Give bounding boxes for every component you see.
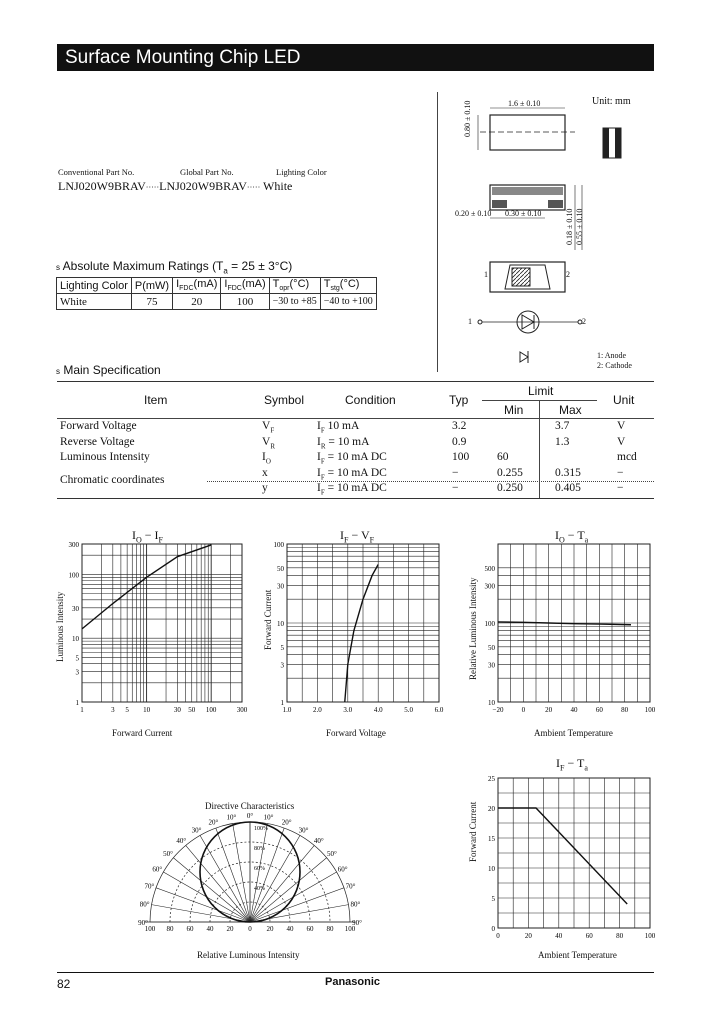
c3-series-line: [498, 622, 631, 625]
ms-max: 0.315: [555, 466, 581, 479]
ms-h-max: Max: [559, 403, 582, 417]
ms-item: Luminous Intensity: [60, 451, 150, 463]
ms-unit: −: [617, 466, 624, 479]
ms-max: 1.3: [555, 435, 570, 448]
ms-condition: $I_F = 10$ mA DC: [317, 451, 387, 466]
part-row: [58, 179, 292, 194]
polar-angle-left: 40°: [176, 837, 187, 846]
c4-title: $I_F - T_a$: [556, 756, 588, 773]
c3-xtick: 0: [521, 706, 526, 714]
ms-unit: −: [617, 482, 624, 494]
ms-min: 0.255: [497, 466, 523, 479]
c3-xtick: −20: [492, 706, 504, 714]
c1-ytick: 3: [75, 668, 79, 677]
c1-ytick: 300: [68, 541, 79, 549]
polar-chart: [130, 810, 370, 945]
ms-h-symbol: Symbol: [264, 393, 305, 407]
polar-xlabel: Relative Luminous Intensity: [197, 950, 300, 960]
chip-top-view: [490, 115, 565, 150]
ms-symbol: $I_O$: [262, 451, 271, 466]
c2-ytick: 10: [277, 620, 284, 628]
c1-ytick: 1: [75, 699, 79, 707]
c2-title: $I_F - V_F$: [340, 528, 375, 545]
c4-series-line: [498, 808, 627, 904]
ms-bullet: s: [56, 367, 60, 376]
lighting-header: Lighting Color: [276, 167, 327, 177]
polar-xtick: 40: [206, 925, 214, 933]
c4-ytick: 25: [488, 775, 495, 783]
c2-ytick: 50: [277, 564, 284, 573]
c2-ytick: 100: [273, 541, 284, 549]
amr-ifdc: 20: [173, 294, 221, 310]
c2-xtick: 6.0: [434, 706, 444, 714]
dim-thick1: 0.18 ± 0.10: [565, 208, 574, 245]
polar-xtick: 100: [344, 925, 356, 933]
ms-typ: 3.2: [452, 420, 467, 432]
polar-angle-left: 80°: [139, 900, 150, 909]
polar-angle-right: 40°: [313, 837, 324, 846]
conventional-header: Conventional Part No.: [58, 167, 135, 177]
c2-xtick: 5.0: [404, 706, 413, 714]
c4-xtick: 0: [496, 932, 500, 940]
amr-data-row: [57, 294, 377, 310]
c4-ytick: 0: [491, 925, 495, 933]
ms-heading: [56, 363, 161, 377]
ms-condition: $I_F = 10$ mA DC: [317, 466, 387, 481]
amr-heading-end: = 25 ± 3°C): [227, 259, 293, 273]
c2-ytick: 30: [277, 582, 284, 591]
unit-label: Unit: mm: [592, 96, 631, 107]
chart-if-ta: [460, 768, 660, 948]
ms-h-condition: Condition: [345, 393, 396, 407]
dim-height: 0.80 ± 0.10: [463, 100, 472, 137]
polar-angle-right: 80°: [350, 900, 361, 909]
amr-tstg: −40 to +100: [320, 294, 376, 310]
part-color: White: [263, 179, 293, 193]
c4-xtick: 40: [555, 932, 563, 940]
ms-symbol: x: [262, 466, 268, 479]
dimension-drawing: [440, 90, 660, 380]
ms-table: [57, 381, 654, 499]
amr-h-topr: $T_{opr}(^\circ C)$: [269, 278, 320, 294]
amr-header-row: [57, 278, 377, 294]
c2-xtick: 2.0: [313, 706, 322, 714]
page-title: Surface Mounting Chip LED: [57, 44, 654, 71]
global-header: Global Part No.: [180, 167, 234, 177]
ms-symbol: y: [262, 482, 268, 494]
ms-typ: −: [452, 466, 459, 479]
cathode-label: 2: Cathode: [597, 361, 632, 370]
c3-xtick: 20: [545, 706, 553, 714]
ms-typ: −: [452, 482, 459, 494]
c1-xtick: 3: [111, 706, 115, 714]
ms-max: 0.405: [555, 482, 581, 494]
ms-symbol: $V_F$: [262, 420, 275, 435]
polar-xtick: 0: [248, 925, 252, 933]
polar-xtick: 60: [306, 925, 314, 933]
c3-xtick: 40: [570, 706, 578, 714]
ms-unit: V: [617, 420, 626, 432]
ms-h-item: Item: [144, 393, 168, 407]
polar-ring-label: 100%: [254, 826, 268, 832]
c4-ytick: 5: [491, 895, 495, 903]
c3-ytick: 10: [488, 699, 495, 707]
ms-condition: $I_R = 10$ mA: [317, 435, 370, 450]
ms-min: 0.250: [497, 482, 523, 494]
c2-xtick: 4.0: [373, 706, 383, 714]
c1-ytick: 5: [75, 654, 79, 663]
amr-heading-text: Absolute Maximum Ratings (T: [62, 259, 224, 273]
c4-xtick: 60: [585, 932, 593, 940]
amr-ifrp: 100: [221, 294, 269, 310]
circuit-pin-1: 1: [468, 317, 472, 326]
c2-ylabel: Forward Current: [263, 589, 273, 650]
c1-xtick: 50: [188, 706, 196, 714]
chart-if-vf: [255, 538, 455, 738]
ms-min: 60: [497, 451, 509, 463]
polar-angle-left: 0°: [246, 812, 254, 820]
polar-ring-label: 80%: [254, 846, 265, 852]
amr-table: [56, 277, 377, 310]
polar-xtick: 80: [326, 925, 334, 933]
c2-ytick: 1: [280, 699, 284, 707]
amr-h-ifrp: $I_{FDC}(mA)$: [221, 278, 269, 294]
ms-unit: mcd: [617, 451, 637, 463]
c1-ylabel: Luminous Intensity: [55, 591, 65, 662]
polar-angle-right: 20°: [281, 818, 292, 827]
global-part: LNJ020W9BRAV: [159, 179, 247, 193]
ms-condition: $I_F$ 10 mA: [317, 420, 360, 435]
polar-angle-left: 30°: [191, 826, 202, 835]
ms-unit: V: [617, 435, 626, 448]
ms-h-min: Min: [504, 403, 524, 417]
dots-2: ·····: [246, 183, 261, 192]
polar-angle-right: 10°: [263, 813, 274, 822]
ms-item: Chromatic coordinates: [60, 473, 165, 486]
c2-xtick: 3.0: [343, 706, 353, 714]
polar-angle-right: 30°: [298, 826, 309, 835]
polar-xtick: 100: [144, 925, 156, 933]
dim-top-width: 1.6 ± 0.10: [508, 99, 541, 108]
c4-ylabel: Forward Current: [468, 801, 478, 862]
pin-1-label: 1: [484, 270, 488, 279]
amr-bullet: s: [56, 263, 60, 272]
c2-ytick: 5: [280, 643, 284, 652]
polar-xtick: 20: [226, 925, 234, 933]
amr-heading-sub: a: [223, 266, 228, 276]
polar-angle-left: 90°: [138, 919, 148, 927]
ms-h-unit: Unit: [613, 393, 635, 407]
c4-xtick: 80: [616, 932, 624, 940]
polar-xtick: 20: [266, 925, 274, 933]
ms-symbol: $V_R$: [262, 435, 275, 450]
c1-xtick: 5: [125, 706, 129, 714]
footer-rule: [57, 972, 654, 973]
c3-xtick: 100: [644, 706, 656, 714]
chart-io-ta: [460, 538, 660, 738]
page-number: 82: [57, 977, 71, 991]
c3-ytick: 30: [488, 661, 495, 670]
chart-io-if: [40, 538, 255, 738]
polar-angle-left: 10°: [226, 813, 237, 822]
amr-h-ifdc: $I_{FDC}(mA)$: [173, 278, 221, 294]
ms-h-limit: Limit: [528, 384, 554, 398]
c4-ytick: 20: [488, 805, 495, 813]
c3-ytick: 500: [484, 564, 495, 573]
polar-ring-label: 60%: [254, 866, 265, 872]
c2-ytick: 3: [280, 661, 284, 670]
c3-title: $I_O - T_a$: [555, 528, 589, 545]
polar-angle-left: 60°: [152, 865, 163, 874]
c1-xtick: 10: [143, 706, 151, 714]
dim-mid-pad: 0.30 ± 0.10: [505, 209, 542, 218]
dim-left-pad: 0.20 ± 0.10: [455, 209, 492, 218]
polar-angle-right: 50°: [327, 850, 337, 859]
ms-item: Forward Voltage: [60, 420, 137, 432]
c3-xlabel: Ambient Temperature: [534, 728, 613, 738]
polar-angle-right: 60°: [337, 865, 348, 874]
c4-xtick: 100: [644, 932, 656, 940]
c1-xtick: 1: [80, 706, 84, 714]
amr-h-p: P(mW): [131, 278, 172, 294]
dim-thick2: 0.55 ± 0.10: [575, 208, 584, 245]
amr-h-tstg: $T_{stg}(^\circ C)$: [320, 278, 376, 294]
c3-ytick: 50: [488, 643, 495, 652]
c1-xtick: 300: [236, 706, 248, 714]
dots-1: ·····: [145, 183, 160, 192]
c3-ytick: 100: [484, 620, 495, 628]
amr-heading: [56, 259, 292, 275]
c1-xlabel: Forward Current: [112, 728, 173, 738]
ms-typ: 0.9: [452, 435, 467, 448]
c4-ytick: 10: [488, 865, 495, 873]
anode-label: 1: Anode: [597, 351, 627, 360]
c4-xtick: 20: [524, 932, 532, 940]
amr-topr: −30 to +85: [269, 294, 320, 310]
ms-heading-text: Main Specification: [63, 363, 161, 377]
amr-h-color: Lighting Color: [57, 278, 132, 294]
pin-2-label: 2: [566, 270, 570, 279]
c1-title: $I_O - I_F$: [132, 528, 163, 545]
ms-max: 3.7: [555, 420, 570, 432]
polar-xtick: 80: [166, 925, 174, 933]
c3-xtick: 80: [621, 706, 629, 714]
polar-angle-right: 90°: [352, 919, 362, 927]
c3-ytick: 300: [484, 582, 495, 591]
c4-xlabel: Ambient Temperature: [538, 950, 617, 960]
c1-ytick: 100: [68, 571, 79, 580]
c3-xtick: 60: [595, 706, 603, 714]
drawing-divider: [437, 92, 438, 372]
c1-xtick: 100: [205, 706, 217, 714]
c1-ytick: 10: [72, 635, 79, 644]
polar-angle-left: 20°: [208, 818, 219, 827]
polar-angle-right: 70°: [345, 882, 356, 891]
polar-title: Directive Characteristics: [205, 801, 295, 811]
amr-p: 75: [131, 294, 172, 310]
brand-logo: Panasonic: [325, 976, 381, 988]
ms-condition: $I_F = 10$ mA DC: [317, 482, 387, 497]
c2-xtick: 1.0: [282, 706, 292, 714]
polar-angle-left: 50°: [163, 850, 173, 859]
amr-color: White: [57, 294, 132, 310]
ms-typ: 100: [452, 451, 470, 463]
c4-ytick: 15: [488, 835, 495, 843]
c2-xlabel: Forward Voltage: [326, 728, 386, 738]
circuit-pin-2: 2: [582, 317, 586, 326]
c1-ytick: 30: [72, 604, 79, 613]
ms-h-typ: Typ: [449, 393, 469, 407]
ms-item: Reverse Voltage: [60, 435, 135, 448]
conventional-part: LNJ020W9BRAV: [58, 179, 146, 193]
polar-ring-label: 40%: [254, 886, 265, 892]
c1-xtick: 30: [173, 706, 181, 714]
polar-xtick: 40: [286, 925, 294, 933]
polar-xtick: 60: [186, 925, 194, 933]
polar-angle-left: 70°: [144, 882, 155, 891]
c3-ylabel: Relative Luminous Intensity: [468, 577, 478, 680]
